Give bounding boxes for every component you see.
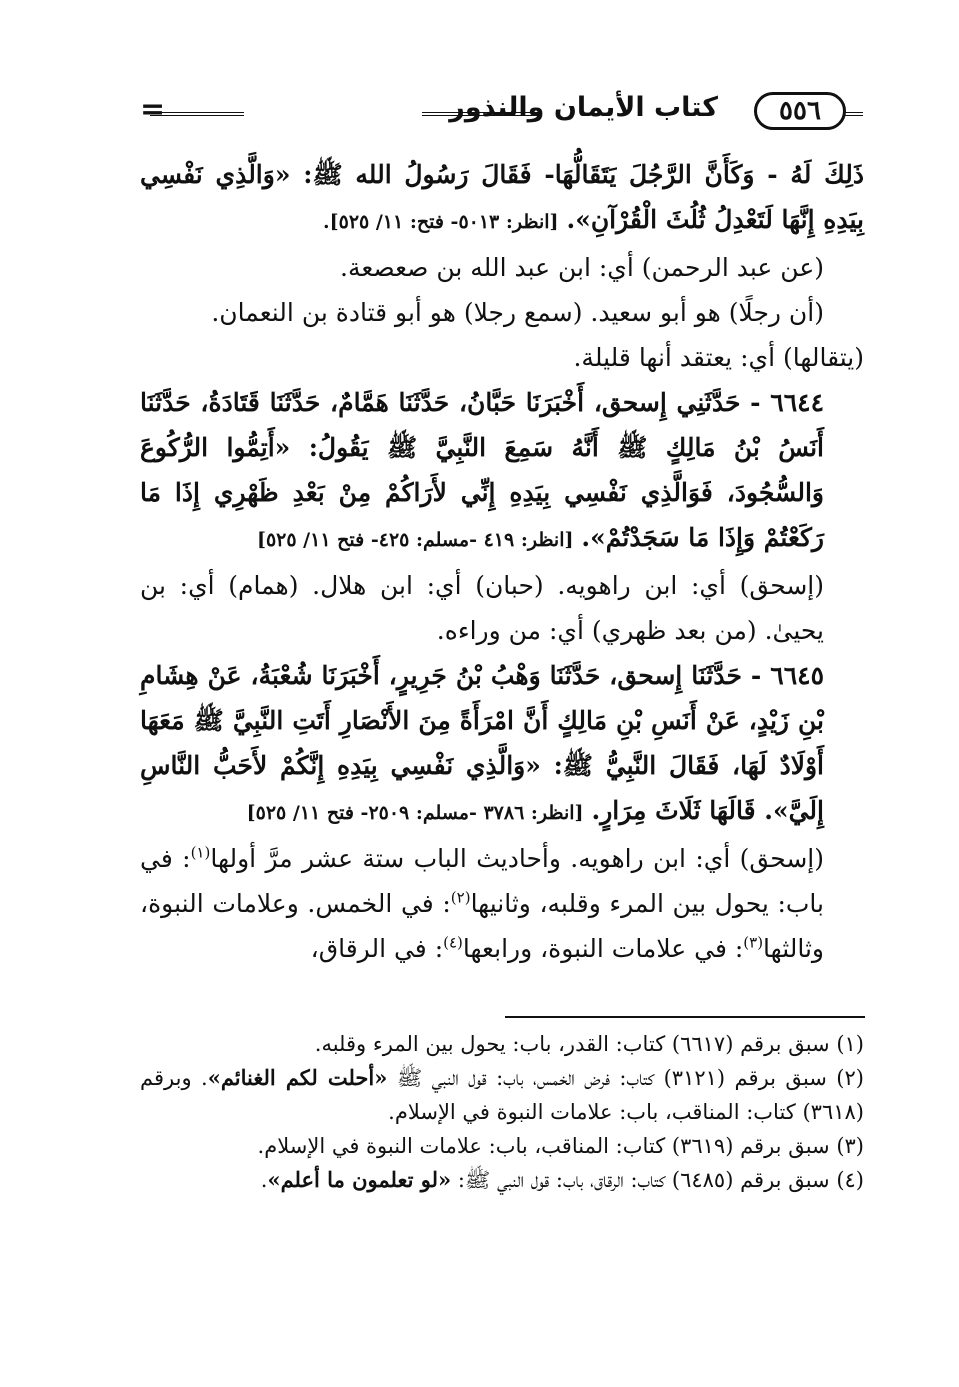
hadith-6644	[140, 380, 864, 563]
book-title: كتاب الأيمان والنذور	[449, 92, 718, 123]
hadith-6645	[140, 653, 864, 836]
commentary-2: (أن رجلًا) هو أبو سعيد. (سمع رجلا) هو أبو قتادة بن النعمان.	[211, 298, 824, 327]
footnote-text: (٤) سبق برقم (٦٤٨٥) كتاب: الرقاق، باب: قول النبي ﷺ:	[457, 1168, 864, 1192]
footnote-1: (١) سبق برقم (٦٦١٧) كتاب: القدر، باب: يحول بين المرء وقلبه.	[314, 1032, 864, 1056]
header-equals-sign: =	[140, 92, 166, 127]
footnote-quote: «أحلت لكم الغنائم»	[207, 1065, 388, 1090]
commentary-text: : في الرقاق،	[310, 934, 444, 963]
commentary-text: : في باب: يحول بين المرء وقلبه، وثانيها	[140, 844, 824, 918]
footnote-marker-3: (٣)	[743, 933, 764, 952]
hadith-text: ٦٦٤٥ - حَدَّثَنَا إِسحق، حَدَّثَنَا وَهْبُ بْنُ جَرِيرٍ، أَخْبَرَنَا شُعْبَةُ، عَنْ هِشَامِ بْنِ زَيْدٍ، عَنْ أَنَسِ بْنِ مَالِكٍ أَنَّ امْرَأَةً مِنَ الأَنْصَارِ أَتَتِ النَّبِيَّ ﷺ مَعَهَا أَوْلَادٌ لَهَا، فَقَالَ النَّبِيُّ ﷺ: «وَالَّذِي نَفْسِي بِيَدِهِ إِنَّكُمْ لأَحَبُّ النَّاسِ إِلَيَّ». قَالَهَا ثَلَاثَ مِرَارٍ.	[140, 661, 824, 825]
page-number-badge	[754, 92, 846, 130]
page-header	[140, 88, 860, 146]
hadith-text: ٦٦٤٤ - حَدَّثَنِي إِسحق، أَخْبَرَنَا حَبَّانُ، حَدَّثَنَا هَمَّامٌ، حَدَّثَنَا قَتَادَةُ، حَدَّثَنَا أَنَسُ بْنُ مَالِكٍ ﷺ أَنَّهُ سَمِعَ النَّبِيَّ ﷺ يَقُولُ: «أَتِمُّوا الرُّكُوعَ وَالسُّجُودَ، فَوَالَّذِي نَفْسِي بِيَدِهِ إِنِّي لأَرَاكُمْ مِنْ بَعْدِ ظَهْرِي إِذَا مَا رَكَعْتُمْ وَإِذَا مَا سَجَدْتُمْ».	[140, 388, 824, 552]
hadith-text: ذَلِكَ لَهُ - وَكَأَنَّ الرَّجُلَ يَتَقَالُّهَا- فَقَالَ رَسُولُ الله ﷺ: «وَالَّذِي نَفْسِي بِيَدِهِ إِنَّهَا لَتَعْدِلُ ثُلُثَ الْقُرْآنِ».	[140, 160, 864, 234]
footnote-quote: «لو تعلمون ما أعلم»	[267, 1167, 452, 1192]
hadith-reference: [انظر: ٥٠١٣- فتح: ١١/ ٥٢٥].	[323, 211, 559, 233]
hadith-reference: [انظر: ٤١٩ -مسلم: ٤٢٥- فتح ١١/ ٥٢٥]	[256, 529, 574, 551]
footnote-4	[140, 1163, 864, 1197]
footnote-text: .	[260, 1168, 268, 1192]
header-rule-left	[150, 112, 244, 116]
footnote-2	[140, 1061, 864, 1129]
main-text	[140, 152, 864, 971]
commentary-3: (يتقالها) أي: يعتقد أنها قليلة.	[573, 343, 864, 372]
header-rule-right	[845, 112, 863, 116]
commentary-text: : في علامات النبوة، ورابعها	[462, 934, 744, 963]
footnote-3: (٣) سبق برقم (٣٦١٩) كتاب: المناقب، باب: علامات النبوة في الإسلام.	[257, 1134, 864, 1158]
commentary-4: (إسحق) أي: ابن راهويه. (حبان) أي: ابن هلال. (همام) أي: بن يحيىٰ. (من بعد ظهري) أي: من وراءه.	[140, 571, 824, 645]
footnote-marker-1: (١)	[190, 843, 211, 862]
commentary-text: : في الخمس. وعلامات النبوة، وثالثها	[140, 889, 824, 963]
hadith-reference: [انظر: ٣٧٨٦ -مسلم: ٢٥٠٩- فتح ١١/ ٥٢٥]	[246, 802, 584, 824]
paragraph-1	[140, 152, 864, 245]
commentary-text: (إسحق) أي: ابن راهويه. وأحاديث الباب ستة عشر مرَّ أولها	[210, 844, 824, 873]
commentary-1: (عن عبد الرحمن) أي: ابن عبد الله بن صعصعة.	[340, 253, 824, 282]
footnote-text: (٢) سبق برقم (٣١٢١) كتاب: فرض الخمس، باب: قول النبي ﷺ	[396, 1066, 864, 1090]
footnote-marker-2: (٢)	[450, 888, 471, 907]
footnote-marker-4: (٤)	[443, 933, 463, 952]
commentary-5	[140, 836, 864, 971]
page-number: ٥٥٦	[779, 96, 821, 126]
footnote-text: . وبرقم (٣٦١٨) كتاب: المناقب، باب: علامات النبوة في الإسلام.	[140, 1066, 864, 1124]
footnotes	[140, 1027, 864, 1197]
footnote-separator	[505, 1016, 865, 1018]
